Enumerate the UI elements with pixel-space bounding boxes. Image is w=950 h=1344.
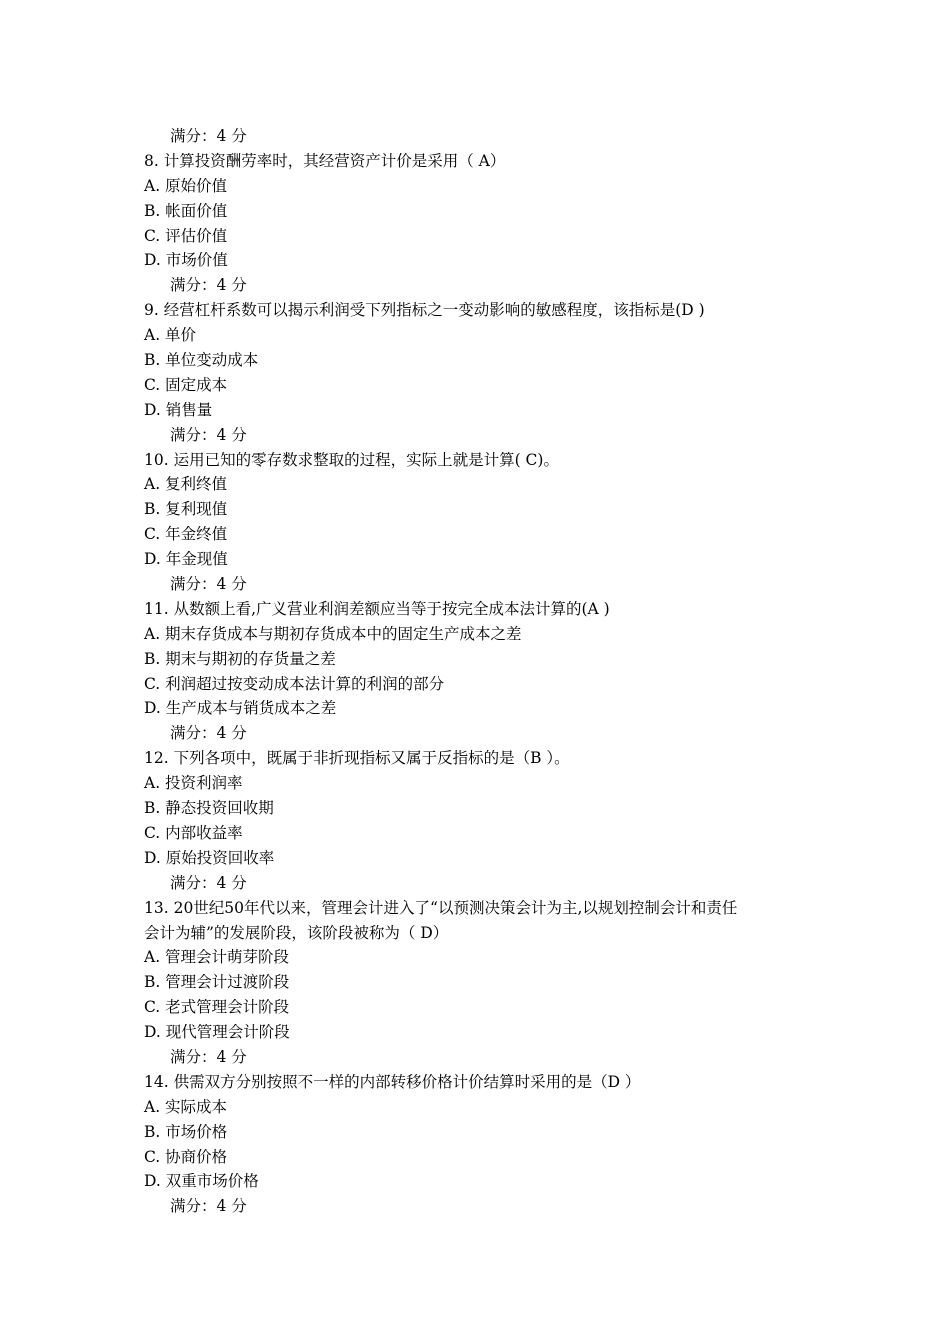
score-line: 满分：4 分 <box>170 1047 247 1066</box>
question-stem: 13. 20世纪50年代以来，管理会计进入了“以预测决策会计为主,以规划控制会计和责任 <box>144 898 738 917</box>
question-stem: 12. 下列各项中，既属于非折现指标又属于反指标的是（B ）。 <box>144 749 570 768</box>
option-d: D. 市场价值 <box>144 251 228 270</box>
option-a: A. 原始价值 <box>144 176 228 195</box>
option-a: A. 单价 <box>144 326 197 345</box>
question-stem: 9. 经营杠杆系数可以揭示利润受下列指标之一变动影响的敏感程度，该指标是(D ) <box>144 301 705 320</box>
score-line: 满分：4 分 <box>170 276 247 295</box>
option-c: C. 年金终值 <box>144 525 228 544</box>
option-b: B. 单位变动成本 <box>144 351 259 370</box>
option-d: D. 现代管理会计阶段 <box>144 1023 290 1042</box>
option-a: A. 投资利润率 <box>144 774 243 793</box>
option-d: D. 生产成本与销货成本之差 <box>144 699 337 718</box>
option-b: B. 期末与期初的存货量之差 <box>144 649 336 668</box>
option-c: C. 固定成本 <box>144 375 228 394</box>
option-b: B. 帐面价值 <box>144 201 228 220</box>
document-page <box>144 124 814 1219</box>
option-a: A. 期末存货成本与期初存货成本中的固定生产成本之差 <box>144 624 522 643</box>
score-line: 满分：4 分 <box>170 873 247 892</box>
question-stem: 14. 供需双方分别按照不一样的内部转移价格计价结算时采用的是（D ） <box>144 1072 641 1091</box>
score-line: 满分：4 分 <box>170 127 247 145</box>
option-c: C. 协商价格 <box>144 1147 228 1166</box>
option-c: C. 内部收益率 <box>144 823 243 842</box>
option-a: A. 管理会计萌芽阶段 <box>144 948 290 967</box>
option-a: A. 实际成本 <box>144 1097 228 1116</box>
question-stem: 10. 运用已知的零存数求整取的过程，实际上就是计算( C)。 <box>144 450 559 469</box>
option-d: D. 原始投资回收率 <box>144 848 275 867</box>
question-stem-continued: 会计为辅”的发展阶段，该阶段被称为（ D） <box>144 923 449 942</box>
option-d: D. 双重市场价格 <box>144 1172 259 1191</box>
question-stem: 8. 计算投资酬劳率时，其经营资产计价是采用（ A） <box>144 151 506 170</box>
option-c: C. 老式管理会计阶段 <box>144 998 290 1017</box>
question-stem: 11. 从数额上看,广义营业利润差额应当等于按完全成本法计算的(A ) <box>144 599 610 618</box>
score-line: 满分：4 分 <box>170 1197 247 1216</box>
option-a: A. 复利终值 <box>144 475 228 494</box>
option-b: B. 静态投资回收期 <box>144 799 274 818</box>
option-c: C. 评估价值 <box>144 226 228 245</box>
option-d: D. 销售量 <box>144 400 213 419</box>
score-line: 满分：4 分 <box>170 425 247 444</box>
option-c: C. 利润超过按变动成本法计算的利润的部分 <box>144 674 445 693</box>
option-b: B. 管理会计过渡阶段 <box>144 973 290 992</box>
option-b: B. 复利现值 <box>144 500 228 519</box>
score-line: 满分：4 分 <box>170 575 247 594</box>
option-b: B. 市场价格 <box>144 1122 228 1141</box>
option-d: D. 年金现值 <box>144 550 228 569</box>
score-line: 满分：4 分 <box>170 724 247 743</box>
